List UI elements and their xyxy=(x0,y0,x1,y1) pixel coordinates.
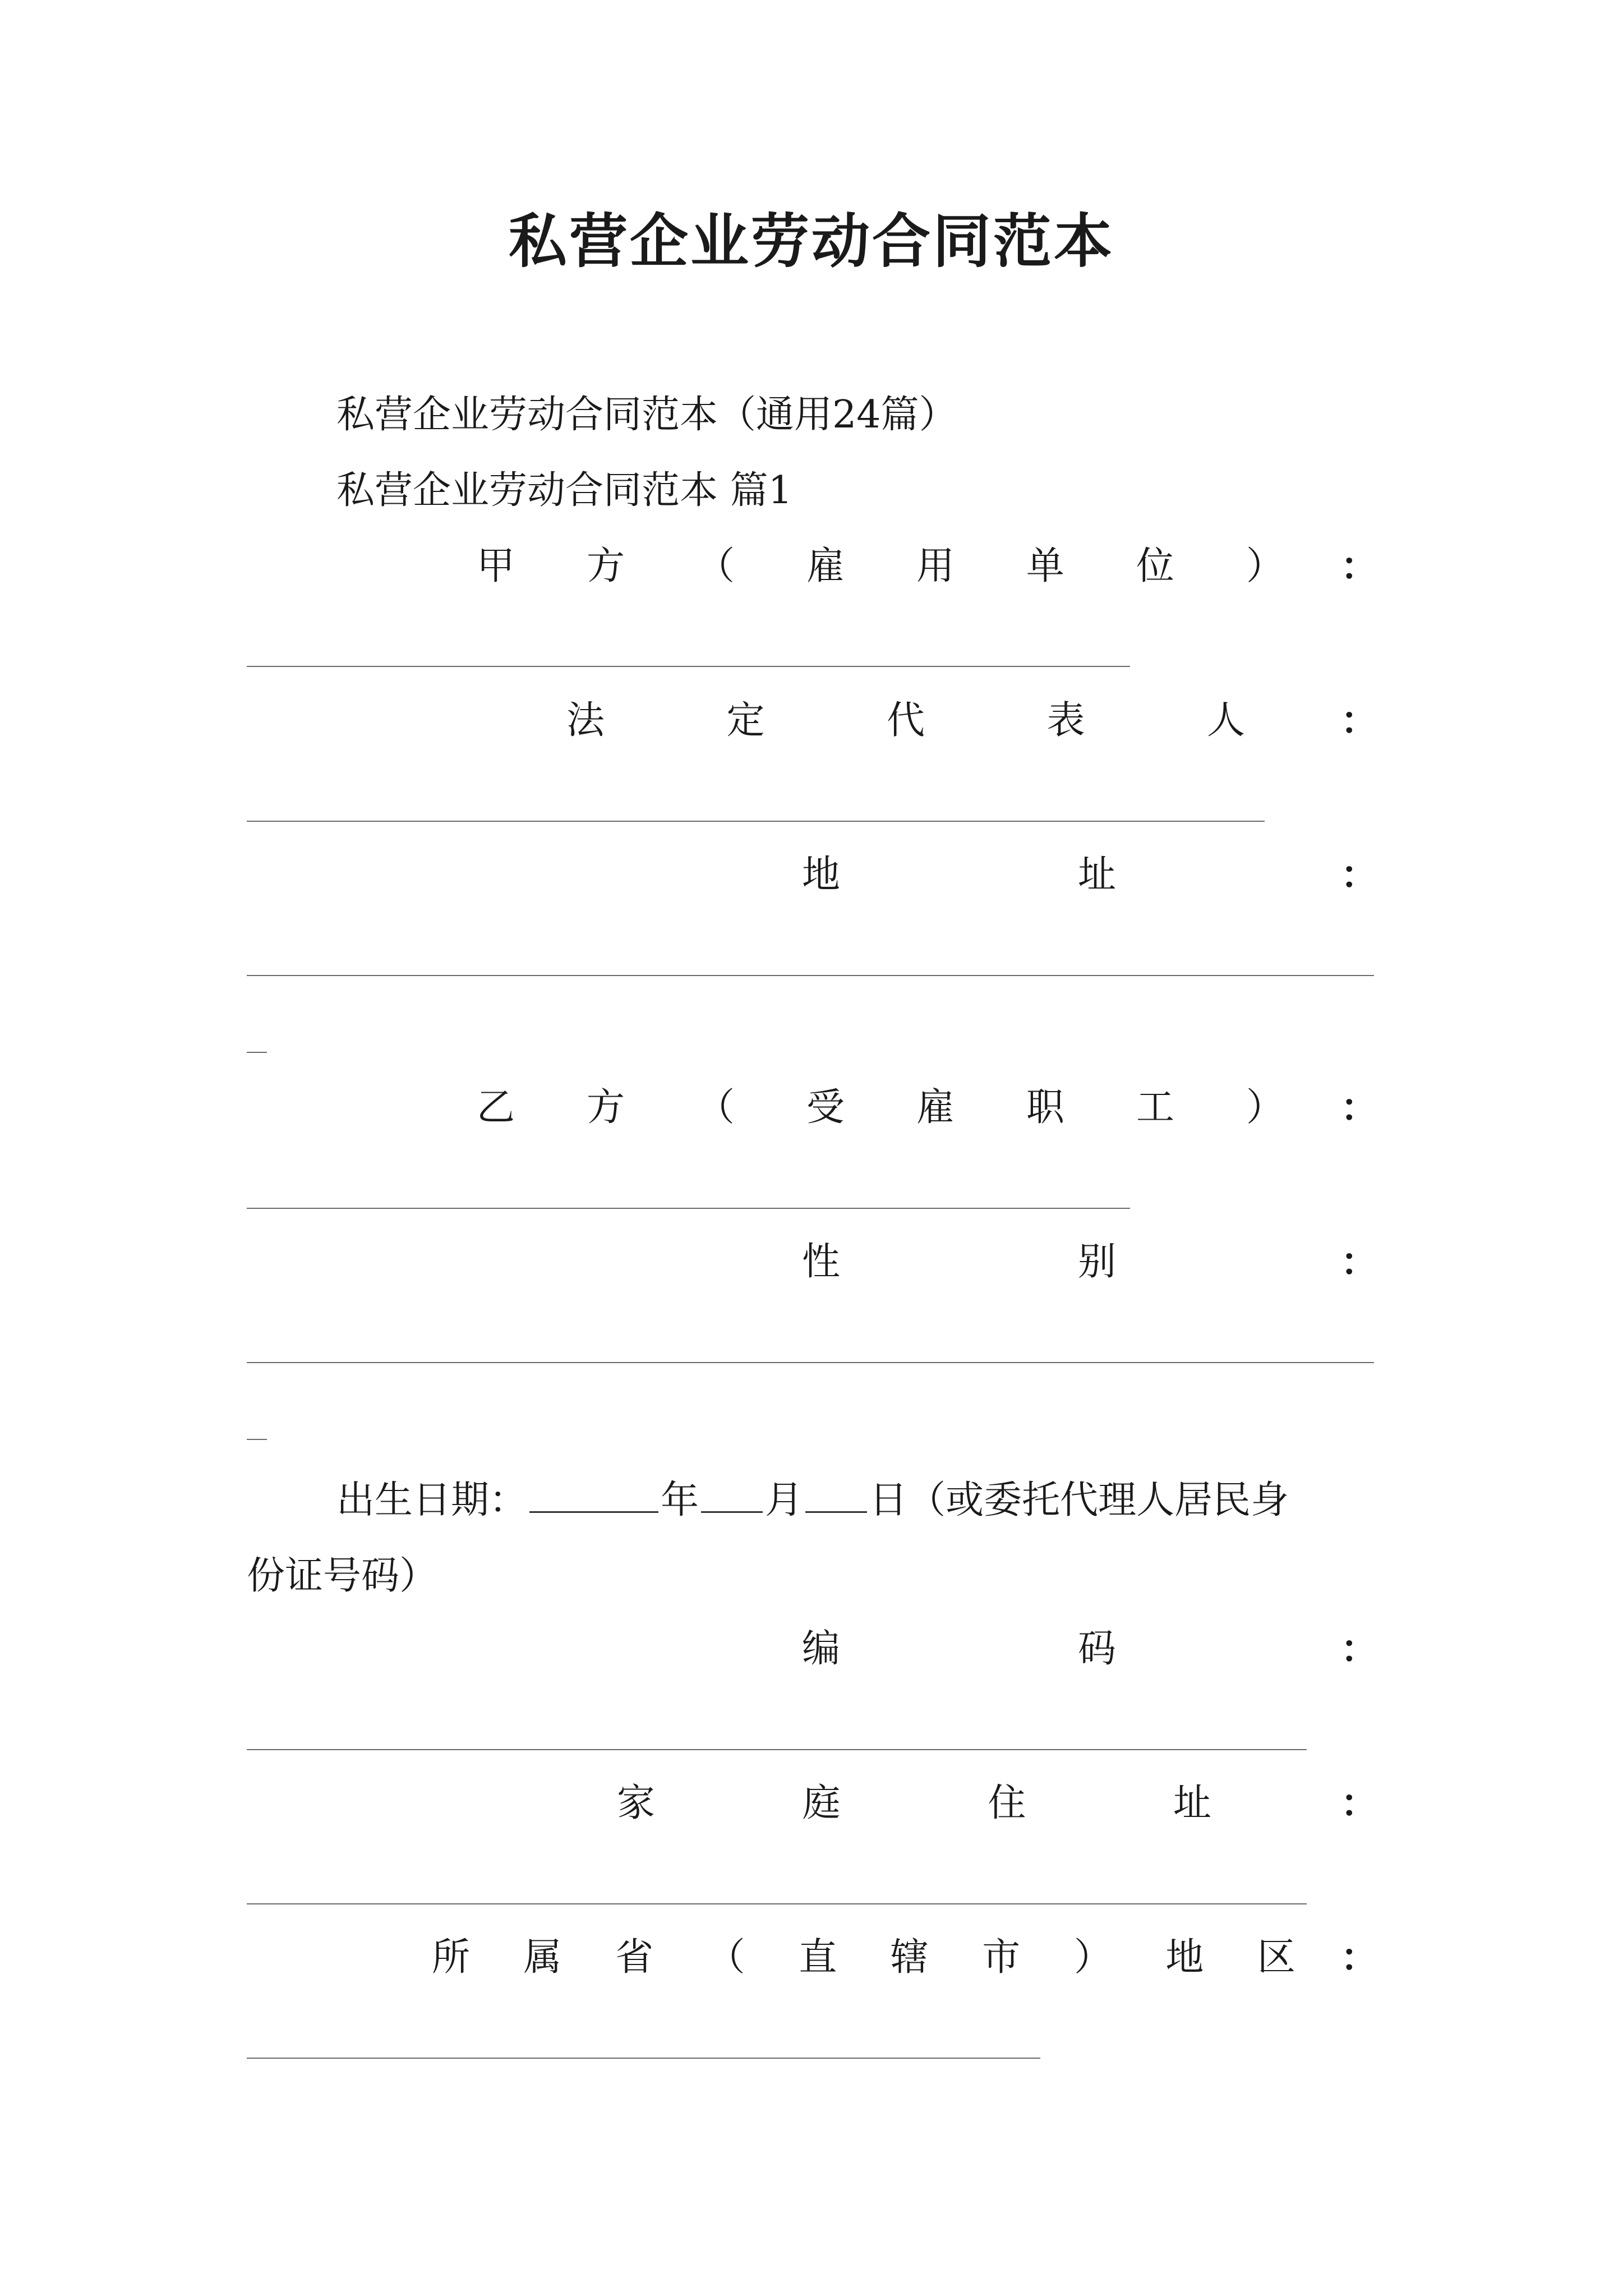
field-code-label: 编 码 xyxy=(802,1627,1116,1671)
field-home-address-colon: ： xyxy=(1340,1781,1379,1826)
field-employee-colon: ： xyxy=(1340,1085,1379,1130)
province-fill-line[interactable] xyxy=(247,2058,1040,2059)
birth-year-blank[interactable] xyxy=(529,1479,658,1513)
gender-fill-line-end xyxy=(247,1439,267,1440)
field-home-address-label: 家 庭 住 址 xyxy=(617,1781,1211,1825)
field-home-address xyxy=(0,1775,1623,1837)
birth-day-blank[interactable] xyxy=(805,1479,867,1513)
section-heading: 私营企业劳动合同范本 篇1 xyxy=(336,468,792,513)
birth-year-label: 年 xyxy=(661,1478,699,1522)
birth-month-blank[interactable] xyxy=(701,1479,763,1513)
field-employer xyxy=(0,539,1623,600)
birth-month-label: 月 xyxy=(765,1478,804,1522)
home-address-fill-line[interactable] xyxy=(247,1903,1307,1904)
field-gender xyxy=(0,1234,1623,1296)
birth-date-label: 出生日期： xyxy=(336,1478,528,1522)
field-gender-colon: ： xyxy=(1340,1240,1379,1285)
field-employee xyxy=(0,1080,1623,1142)
field-employer-label: 甲 方 （ 雇 用 单 位 ） xyxy=(477,544,1284,588)
field-province xyxy=(0,1930,1623,1991)
birth-day-label: 日 xyxy=(869,1478,908,1522)
id-note-line1: （或委托代理人居民身 xyxy=(907,1478,1289,1522)
field-code-colon: ： xyxy=(1340,1627,1379,1672)
field-gender-label: 性 别 xyxy=(802,1240,1116,1284)
legal-rep-fill-line[interactable] xyxy=(247,821,1265,822)
code-fill-line[interactable] xyxy=(247,1749,1307,1750)
field-address-colon: ： xyxy=(1340,853,1379,898)
gender-fill-line[interactable] xyxy=(247,1362,1374,1363)
id-note-line2: 份证号码） xyxy=(247,1554,438,1598)
document-title: 私营企业劳动合同范本 xyxy=(508,206,1114,275)
employee-fill-line[interactable] xyxy=(247,1208,1130,1209)
birth-date-line xyxy=(336,1473,1289,1529)
field-legal-rep-label: 法 定 代 表 人 xyxy=(566,698,1245,743)
address-fill-line[interactable] xyxy=(247,975,1374,976)
field-address xyxy=(0,847,1623,909)
field-province-colon: ： xyxy=(1340,1935,1379,1980)
employer-fill-line[interactable] xyxy=(247,666,1130,667)
field-address-label: 地 址 xyxy=(802,853,1116,897)
document-subtitle: 私营企业劳动合同范本（通用24篇） xyxy=(336,393,957,437)
field-legal-rep xyxy=(0,693,1623,754)
address-fill-line-end xyxy=(247,1052,267,1053)
field-legal-rep-colon: ： xyxy=(1340,698,1379,743)
field-code xyxy=(0,1621,1623,1683)
field-employee-label: 乙 方 （ 受 雇 职 工 ） xyxy=(477,1085,1284,1130)
field-province-label: 所 属 省 （ 直 辖 市 ） 地 区 xyxy=(432,1935,1295,1980)
field-employer-colon: ： xyxy=(1340,544,1379,589)
